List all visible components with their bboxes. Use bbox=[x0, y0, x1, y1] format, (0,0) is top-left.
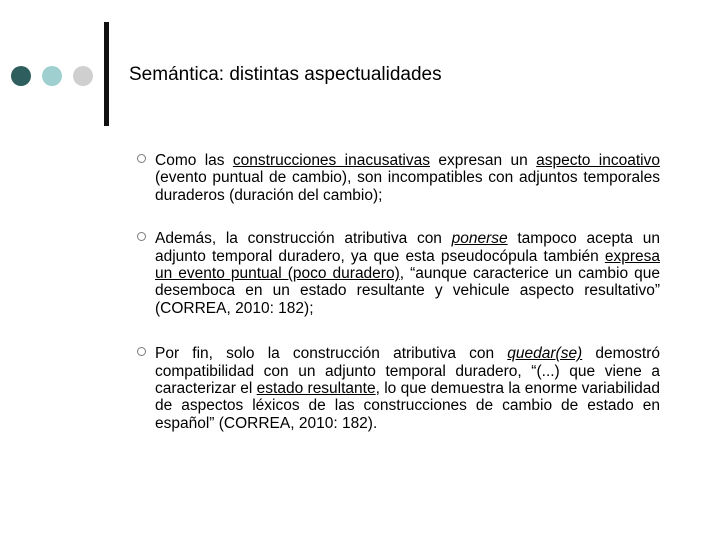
title-divider bbox=[104, 22, 109, 126]
bullet-list bbox=[137, 152, 660, 432]
italic-term: ponerse bbox=[451, 230, 508, 248]
underlined-term: construcciones inacusativas bbox=[232, 152, 430, 169]
bullet-item-2 bbox=[137, 230, 660, 317]
bullet-item-3 bbox=[137, 345, 660, 432]
hollow-circle-bullet-icon bbox=[137, 154, 146, 163]
bullet-item-1 bbox=[137, 152, 660, 204]
bullet-text: Además, la construcción atributiva con bbox=[155, 230, 452, 248]
bullet-text: Por fin, solo la construcción atributiva con bbox=[155, 345, 508, 363]
slide-title: Semántica: distintas aspectualidades bbox=[129, 64, 442, 85]
bullet-text: Como las bbox=[155, 152, 233, 169]
bullet-text: , “aunque caracterice un cambio que desemboca en un estado resultante y vehicule aspecto resultativo” (CORREA, 2010: 182); bbox=[155, 265, 660, 317]
bullet-text: (evento puntual de cambio), son incompatibles con adjuntos temporales duraderos (duración del cambio); bbox=[155, 169, 660, 204]
bullet-text: expresan un bbox=[429, 152, 537, 169]
bullet-text: tampoco acepta un adjunto temporal duradero, ya que esta pseudocópula también bbox=[155, 230, 660, 265]
dark-teal-dot-icon bbox=[11, 66, 31, 86]
decorative-dots bbox=[11, 66, 101, 86]
bullet-text: demostró compatibilidad con un adjunto temporal duradero, “(...) que viene a caracterizar el bbox=[155, 345, 660, 398]
underlined-term: expresa un evento puntual (poco duradero) bbox=[155, 247, 660, 283]
gray-dot-icon bbox=[73, 66, 93, 86]
italic-term: quedar(se) bbox=[507, 345, 583, 363]
light-teal-dot-icon bbox=[42, 66, 62, 86]
bullet-text: , lo que demuestra la enorme variabilidad de aspectos léxicos de las construcciones de cambio de estado en español” (CORREA, 2010: 182). bbox=[155, 380, 661, 432]
underlined-term: estado resultante bbox=[256, 380, 376, 398]
hollow-circle-bullet-icon bbox=[137, 347, 146, 356]
underlined-term: aspecto incoativo bbox=[536, 152, 660, 169]
hollow-circle-bullet-icon bbox=[137, 232, 146, 241]
